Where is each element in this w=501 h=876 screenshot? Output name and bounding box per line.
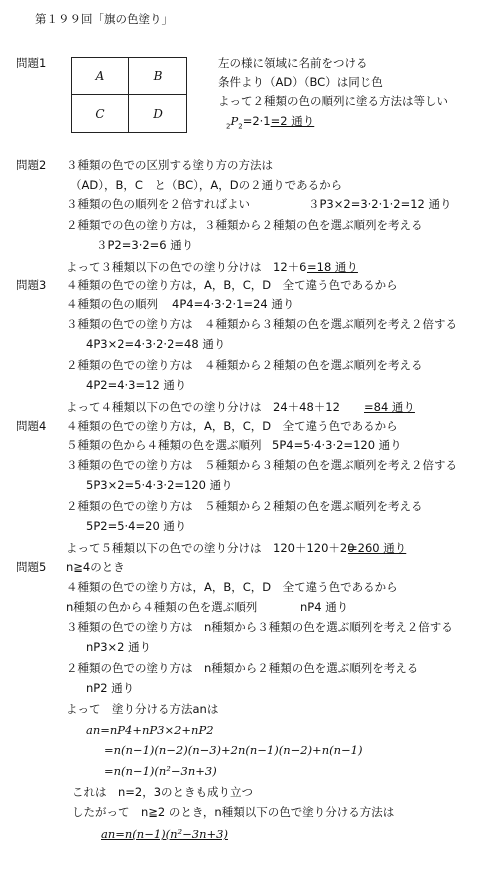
problem-5-label: 問題5 [16,560,47,574]
q1-answer [226,116,314,130]
q5-line-11: =n(n−1)(n−2)(n−3)+2n(n−1)(n−2)+n(n−1) [104,743,363,757]
q4-line-6: ２種類の色での塗り方は ５種類から２種類の色を選ぶ順列を考える [66,499,423,513]
flag-cell-c: C [95,107,105,121]
q2-line-8: =18 通り [307,260,358,274]
problem-2-label: 問題2 [16,158,47,172]
q2-line-1: ３種類の色での区別する塗り方の方法は [66,158,273,172]
q4-line-5: 5P3×2=5·4·3·2=120 通り [86,478,233,492]
q2-line-5: ２種類での色の塗り方は，３種類から２種類の色を選ぶ順列を考える [66,218,423,232]
q5-line-12: =n(n−1)(n²−3n+3) [104,764,217,778]
q1-answer-pre-sub: 2 [226,122,231,131]
q3-line-6: ２種類の色での塗り方は ４種類から２種類の色を選ぶ順列を考える [66,358,423,372]
q3-line-1: ４種類の色での塗り方は，A，B，C，D 全て違う色であるから [66,278,398,292]
q1-answer-final: =2 通り [270,114,315,128]
problem-3-label: 問題3 [16,278,47,292]
q3-line-2: ４種類の色の順列 [66,297,158,311]
q2-line-3: ３種類の色の順列を２倍すればよい [66,197,250,211]
q3-line-3: 4P4=4·3·2·1=24 通り [172,297,295,311]
q4-line-2: ５種類の色から４種類の色を選ぶ順列 [66,438,262,452]
q5-line-7: ２種類の色での塗り方は n種類から２種類の色を選ぶ順列を考える [66,661,419,675]
q4-line-1: ４種類の色での塗り方は，A，B，C，D 全て違う色であるから [66,419,398,433]
q2-line-6: ３P2=3·2=6 通り [96,238,194,252]
problem-4-label: 問題4 [16,419,47,433]
problem-1-label: 問題1 [16,56,47,70]
q5-line-4: nP4 通り [300,600,349,614]
q2-line-7: よって３種類以下の色での塗り分けは 12＋6 [66,260,307,274]
q4-line-7: 5P2=5·4=20 通り [86,519,187,533]
q1-line-1: 左の様に領域に名前をつける [218,56,368,70]
q5-line-15: an=n(n−1)(n²−3n+3) [101,827,228,841]
q2-line-4: ３P3×2=3·2·1·2=12 通り [308,197,452,211]
q4-line-3: 5P4=5·4·3·2=120 通り [272,438,402,452]
q5-line-13: これは n=2，3のときも成り立つ [72,785,254,799]
q2-line-2: （AD），B，C と（BC），A，Dの２通りであるから [70,178,343,192]
q5-line-6: nP3×2 通り [86,640,152,654]
q3-line-5: 4P3×2=4·3·2·2=48 通り [86,337,226,351]
q3-line-9: =84 通り [364,400,415,414]
page-title: 第１９９回「旗の色塗り」 [35,12,173,26]
q3-line-7: 4P2=4·3=12 通り [86,378,187,392]
q1-answer-calc: =2·1 [242,114,271,128]
q4-line-8: よって５種類以下の色での塗り分けは 120＋120＋20 [66,541,355,555]
q1-answer-post-sub: 2 [238,122,243,131]
flag-cell-a: A [95,69,105,83]
q1-answer-prefix: P [230,114,239,128]
q5-line-1: n≧4のとき [66,560,125,574]
q3-line-8: よって４種類以下の色での塗り分けは 24＋48＋12 [66,400,340,414]
flag-cell-b: B [153,69,163,83]
q4-line-4: ３種類の色での塗り方は ５種類から３種類の色を選ぶ順列を考え２倍する [66,458,457,472]
flag-cell-d: D [153,107,163,121]
q5-line-10: an=nP4+nP3×2+nP2 [86,723,214,737]
q5-line-9: よって 塗り分ける方法anは [66,702,219,716]
q3-line-4: ３種類の色での塗り方は ４種類から３種類の色を選ぶ順列を考え２倍する [66,317,457,331]
q5-line-8: nP2 通り [86,681,135,695]
q4-line-9: =260 通り [348,541,407,555]
q5-line-2: ４種類の色での塗り方は，A，B，C，D 全て違う色であるから [66,580,398,594]
q5-line-5: ３種類の色での塗り方は n種類から３種類の色を選ぶ順列を考え２倍する [66,620,453,634]
q1-line-2: 条件より（AD）（BC）は同じ色 [218,75,383,89]
q1-line-3: よって２種類の色の順列に塗る方法は等しい [218,94,448,108]
q5-line-3: n種類の色から４種類の色を選ぶ順列 [66,600,258,614]
q5-line-14: したがって n≧2 のとき，n種類以下の色で塗り分ける方法は [72,805,395,819]
flag-grid [71,57,187,133]
